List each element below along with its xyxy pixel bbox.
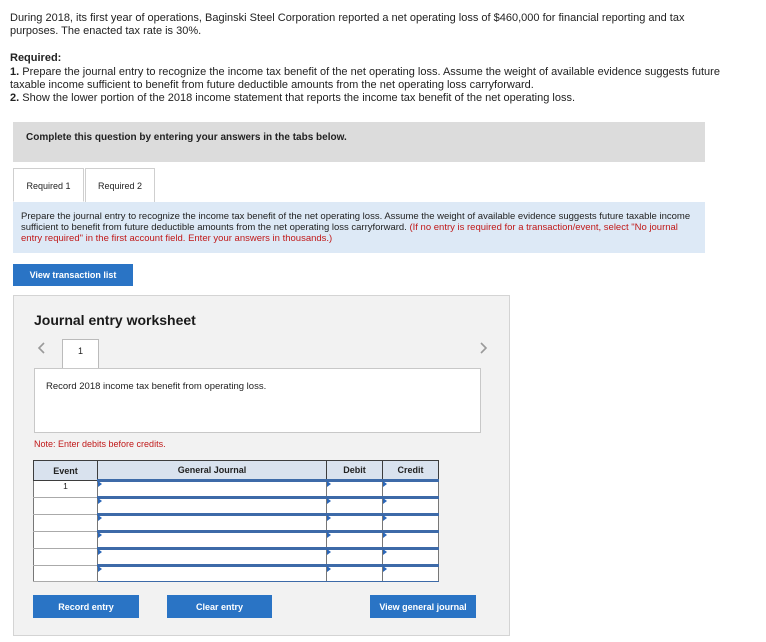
record-entry-button[interactable]: Record entry — [33, 595, 139, 618]
col-general-journal-header: General Journal — [98, 461, 327, 481]
debit-field[interactable] — [327, 532, 383, 549]
credit-field[interactable] — [383, 532, 439, 549]
account-field[interactable] — [98, 481, 327, 498]
journal-row — [34, 515, 439, 532]
debit-field[interactable] — [327, 515, 383, 532]
event-cell — [34, 549, 98, 566]
instruction-banner — [13, 122, 705, 162]
credit-field[interactable] — [383, 515, 439, 532]
debit-credit-note: Note: Enter debits before credits. — [34, 439, 166, 449]
entry-description-box — [34, 368, 481, 433]
field-marker-icon — [327, 532, 331, 538]
event-cell — [34, 566, 98, 582]
field-marker-icon — [383, 481, 387, 487]
field-marker-icon — [383, 498, 387, 504]
field-marker-icon — [98, 549, 102, 555]
field-marker-icon — [327, 549, 331, 555]
required-title: Required: — [10, 52, 62, 64]
problem-intro: During 2018, its first year of operations, Baginski Steel Corporation reported a net operating loss of $460,000 for financial reporting and tax purposes. The enacted tax rate is 30%. — [10, 12, 685, 37]
journal-row — [34, 481, 439, 498]
debit-field[interactable] — [327, 566, 383, 582]
journal-row — [34, 498, 439, 515]
clear-entry-button[interactable]: Clear entry — [167, 595, 272, 618]
instructions-main: Prepare the journal entry to recognize the income tax benefit of the net operating loss. Assume the weight of available evidence suggests future taxable income sufficient to benefit from future deductible amounts from the net operating loss carryforward. — [21, 211, 691, 233]
banner-text: Complete this question by entering your answers in the tabs below. — [26, 132, 347, 143]
account-field[interactable] — [98, 515, 327, 532]
debit-field[interactable] — [327, 549, 383, 566]
required-item-1: 1. Prepare the journal entry to recognize the income tax benefit of the net operating loss. Assume the weight of available evidence suggests future taxable income sufficient to benefit from future deductible amounts from the net operating loss carryforward. — [10, 66, 720, 91]
journal-entry-worksheet — [13, 295, 510, 636]
field-marker-icon — [383, 515, 387, 521]
journal-row — [34, 532, 439, 549]
view-transaction-list-button[interactable]: View transaction list — [13, 264, 133, 286]
field-marker-icon — [383, 549, 387, 555]
field-marker-icon — [98, 498, 102, 504]
field-marker-icon — [327, 481, 331, 487]
field-marker-icon — [383, 566, 387, 572]
account-field[interactable] — [98, 532, 327, 549]
field-marker-icon — [327, 515, 331, 521]
required-list — [10, 66, 730, 105]
col-debit-header: Debit — [327, 461, 383, 481]
chevron-right-icon[interactable] — [479, 340, 489, 356]
credit-field[interactable] — [383, 549, 439, 566]
journal-table — [33, 460, 439, 582]
view-general-journal-button[interactable]: View general journal — [370, 595, 476, 618]
debit-field[interactable] — [327, 481, 383, 498]
col-credit-header: Credit — [383, 461, 439, 481]
tab-instructions — [13, 202, 705, 253]
account-field[interactable] — [98, 549, 327, 566]
field-marker-icon — [98, 481, 102, 487]
debit-field[interactable] — [327, 498, 383, 515]
journal-header-row — [34, 461, 439, 481]
event-cell — [34, 532, 98, 549]
required-item-2: 2. Show the lower portion of the 2018 income statement that reports the income tax benefit of the net operating loss. — [10, 92, 576, 104]
field-marker-icon — [98, 532, 102, 538]
journal-row — [34, 566, 439, 582]
event-cell — [34, 515, 98, 532]
field-marker-icon — [98, 566, 102, 572]
instructions-note: (If no entry is required for a transaction/event, select "No journal entry required" in the first account field. Enter your answers in thousands.) — [21, 222, 678, 244]
field-marker-icon — [327, 498, 331, 504]
event-cell: 1 — [34, 481, 98, 498]
chevron-left-icon[interactable] — [36, 340, 46, 356]
worksheet-title: Journal entry worksheet — [34, 312, 196, 328]
field-marker-icon — [98, 515, 102, 521]
account-field[interactable] — [98, 566, 327, 582]
journal-row — [34, 549, 439, 566]
credit-field[interactable] — [383, 498, 439, 515]
credit-field[interactable] — [383, 566, 439, 582]
field-marker-icon — [327, 566, 331, 572]
credit-field[interactable] — [383, 481, 439, 498]
event-cell — [34, 498, 98, 515]
col-event-header: Event — [34, 461, 98, 481]
account-field[interactable] — [98, 498, 327, 515]
worksheet-page-tab[interactable]: 1 — [62, 339, 99, 369]
tab-required-1[interactable]: Required 1 — [13, 168, 84, 202]
tab-required-2[interactable]: Required 2 — [85, 168, 155, 202]
field-marker-icon — [383, 532, 387, 538]
entry-description: Record 2018 income tax benefit from operating loss. — [46, 381, 267, 392]
